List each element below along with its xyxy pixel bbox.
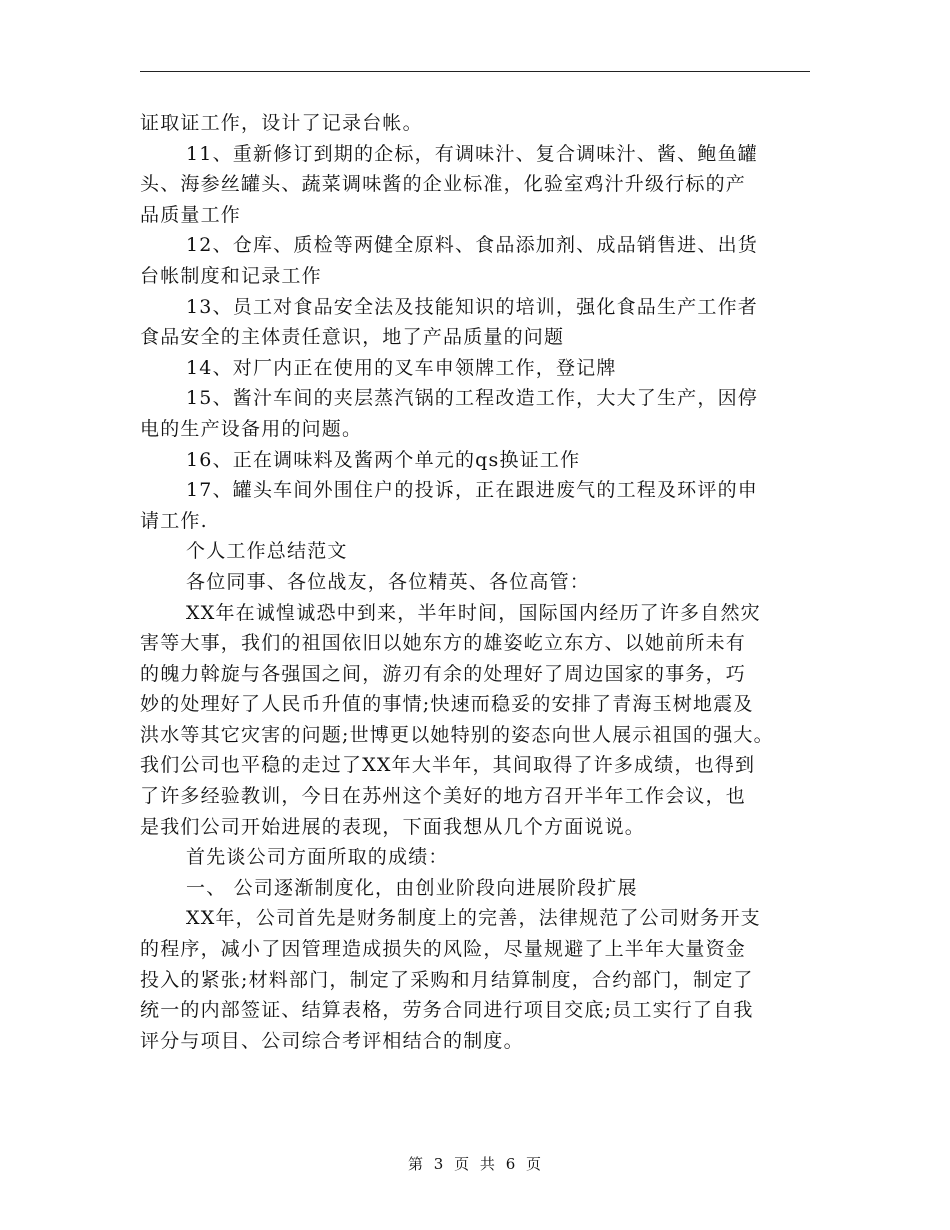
text-line: 首先谈公司方面所取的成绩：: [186, 846, 449, 869]
text-line: XX年，公司首先是财务制度上的完善，法律规范了公司财务开支: [186, 907, 761, 930]
text-line: 是我们公司开始进展的表现，下面我想从几个方面说说。: [140, 815, 646, 838]
header-rule: [140, 71, 810, 72]
document-body: [140, 108, 810, 1056]
text-line: 洪水等其它灾害的问题;世博更以她特别的姿态向世人展示祖国的强大。: [140, 723, 774, 746]
text-line: 统一的内部签证、结算表格，劳务合同进行项目交底;员工实行了自我: [140, 999, 754, 1022]
text-line: 投入的紧张;材料部门，制定了采购和月结算制度，合约部门，制定了: [140, 968, 754, 991]
text-line: 证取证工作，设计了记录台帐。: [140, 112, 423, 134]
text-line: 13、员工对食品安全法及技能知识的培训，强化食品生产工作者: [186, 295, 758, 318]
page-footer: [0, 1153, 950, 1174]
total-pages-number: 6: [505, 1155, 517, 1173]
text-line: 14、对厂内正在使用的叉车申领牌工作，登记牌: [186, 356, 617, 379]
text-line: 了许多经验教训，今日在苏州这个美好的地方召开半年工作会议，也: [140, 785, 747, 808]
text-line: 12、仓库、质检等两健全原料、食品添加剂、成品销售进、出货: [186, 234, 758, 257]
text-line: 11、重新修订到期的企标，有调味汁、复合调味汁、酱、鲍鱼罐: [186, 142, 758, 165]
section-heading: 一、 公司逐渐制度化，由创业阶段向进展阶段扩展: [186, 876, 638, 899]
footer-page-label: 页: [454, 1155, 471, 1173]
text-line: 头、海参丝罐头、蔬菜调味酱的企业标准，化验室鸡汁升级行标的产: [140, 173, 747, 196]
text-line: 食品安全的主体责任意识，地了产品质量的问题: [140, 326, 565, 349]
text-line: 请工作.: [140, 509, 208, 532]
footer-prefix: 第: [407, 1155, 424, 1173]
footer-total-suffix: 页: [526, 1155, 543, 1173]
section-title: 个人工作总结范文: [186, 540, 348, 563]
salutation: 各位同事、各位战友，各位精英、各位高管：: [186, 570, 591, 593]
text-line: 品质量工作: [140, 203, 242, 226]
text-line: 妙的处理好了人民币升值的事情;快速而稳妥的安排了青海玉树地震及: [140, 693, 754, 716]
current-page-number: 3: [433, 1155, 445, 1173]
text-line: 台帐制度和记录工作: [140, 264, 322, 287]
text-line: 我们公司也平稳的走过了XX年大半年，其间取得了许多成绩，也得到: [140, 754, 756, 777]
text-line: 16、正在调味料及酱两个单元的qs换证工作: [186, 448, 581, 471]
text-line: 评分与项目、公司综合考评相结合的制度。: [140, 1029, 524, 1052]
text-line: 电的生产设备用的问题。: [140, 417, 363, 440]
text-line: XX年在诚惶诚恐中到来，半年时间，国际国内经历了许多自然灾: [186, 601, 761, 624]
footer-total-prefix: 共: [479, 1155, 496, 1173]
text-line: 15、酱汁车间的夹层蒸汽锅的工程改造工作，大大了生产，因停: [186, 387, 758, 410]
text-line: 的魄力斡旋与各强国之间，游刃有余的处理好了周边国家的事务，巧: [140, 662, 747, 685]
text-line: 17、罐头车间外围住户的投诉，正在跟进废气的工程及环评的申: [186, 479, 758, 502]
text-line: 害等大事，我们的祖国依旧以她东方的雄姿屹立东方、以她前所未有: [140, 632, 747, 655]
text-line: 的程序，减小了因管理造成损失的风险，尽量规避了上半年大量资金: [140, 938, 747, 961]
